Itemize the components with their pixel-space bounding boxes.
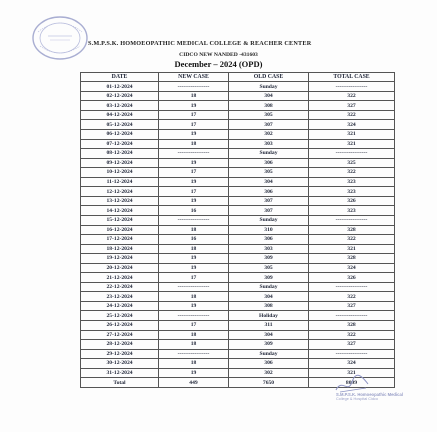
- cell-new-case: 17: [159, 168, 229, 178]
- cell-old-case: 309: [229, 254, 309, 264]
- cell-old-case: 306: [229, 359, 309, 369]
- cell-old-case: 305: [229, 110, 309, 120]
- stamp-line-2: College & Hospital Cidco: [336, 397, 378, 401]
- table-row: [81, 215, 395, 225]
- table-row: [81, 101, 395, 111]
- cell-date: 14-12-2024: [81, 206, 159, 216]
- cell-total-case: 324: [309, 359, 395, 369]
- total-total-case: 8099: [309, 378, 395, 388]
- cell-date: 25-12-2024: [81, 311, 159, 321]
- cell-date: 09-12-2024: [81, 158, 159, 168]
- cell-old-case: 306: [229, 235, 309, 245]
- table-row: [81, 110, 395, 120]
- cell-date: 22-12-2024: [81, 282, 159, 292]
- cell-new-case: -----------------: [159, 349, 229, 359]
- column-header-new-case: NEW CASE: [159, 73, 229, 82]
- cell-new-case: -----------------: [159, 149, 229, 159]
- cell-total-case: 328: [309, 225, 395, 235]
- cell-new-case: 19: [159, 130, 229, 140]
- cell-new-case: 19: [159, 368, 229, 378]
- cell-date: 21-12-2024: [81, 273, 159, 283]
- table-row: [81, 320, 395, 330]
- stamp-line-1: S.M.P.S.K. Homoeopathic Medical: [336, 392, 403, 397]
- cell-total-case: 322: [309, 91, 395, 101]
- cell-old-case: 311: [229, 320, 309, 330]
- cell-new-case: 17: [159, 273, 229, 283]
- cell-date: 17-12-2024: [81, 235, 159, 245]
- cell-new-case: -----------------: [159, 215, 229, 225]
- cell-date: 05-12-2024: [81, 120, 159, 130]
- cell-total-case: 323: [309, 206, 395, 216]
- institution-name: S.M.P.S.K. HOMOEOPATHIC MEDICAL COLLEGE & REACHER CENTER: [88, 40, 312, 47]
- cell-new-case: 17: [159, 320, 229, 330]
- table-row: [81, 139, 395, 149]
- cell-date: 16-12-2024: [81, 225, 159, 235]
- cell-total-case: 324: [309, 263, 395, 273]
- cell-date: 27-12-2024: [81, 330, 159, 340]
- total-new-case: 449: [159, 378, 229, 388]
- cell-date: 13-12-2024: [81, 196, 159, 206]
- cell-date: 23-12-2024: [81, 292, 159, 302]
- cell-new-case: 18: [159, 139, 229, 149]
- cell-old-case: Holiday: [229, 311, 309, 321]
- cell-total-case: 321: [309, 368, 395, 378]
- cell-old-case: 309: [229, 340, 309, 350]
- table-row: [81, 263, 395, 273]
- cell-new-case: 16: [159, 235, 229, 245]
- cell-new-case: 19: [159, 158, 229, 168]
- cell-old-case: 310: [229, 225, 309, 235]
- table-row: [81, 149, 395, 159]
- table-row: [81, 282, 395, 292]
- cell-date: 01-12-2024: [81, 82, 159, 92]
- principal-stamp: [336, 392, 406, 412]
- column-header-old-case: OLD CASE: [229, 73, 309, 82]
- cell-total-case: 323: [309, 187, 395, 197]
- cell-total-case: -----------------: [309, 82, 395, 92]
- cell-total-case: 321: [309, 139, 395, 149]
- cell-total-case: 322: [309, 330, 395, 340]
- cell-total-case: -----------------: [309, 311, 395, 321]
- cell-total-case: 324: [309, 120, 395, 130]
- column-header-date: DATE: [81, 73, 159, 82]
- cell-date: 29-12-2024: [81, 349, 159, 359]
- cell-total-case: 328: [309, 320, 395, 330]
- cell-old-case: 307: [229, 196, 309, 206]
- column-header-total-case: TOTAL CASE: [309, 73, 395, 82]
- cell-old-case: 303: [229, 139, 309, 149]
- total-old-case: 7650: [229, 378, 309, 388]
- cell-total-case: 322: [309, 235, 395, 245]
- cell-old-case: 307: [229, 206, 309, 216]
- cell-old-case: 307: [229, 120, 309, 130]
- cell-date: 03-12-2024: [81, 101, 159, 111]
- table-row: [81, 196, 395, 206]
- cell-total-case: -----------------: [309, 282, 395, 292]
- opd-register-table: [80, 72, 395, 388]
- cell-old-case: Sunday: [229, 82, 309, 92]
- report-title: December – 2024 (OPD): [174, 59, 263, 69]
- cell-total-case: 326: [309, 196, 395, 206]
- cell-old-case: 304: [229, 292, 309, 302]
- table-row: [81, 120, 395, 130]
- cell-new-case: -----------------: [159, 311, 229, 321]
- table-row: [81, 330, 395, 340]
- cell-old-case: 304: [229, 91, 309, 101]
- table-row: [81, 359, 395, 369]
- cell-new-case: -----------------: [159, 82, 229, 92]
- cell-total-case: 326: [309, 273, 395, 283]
- cell-old-case: 305: [229, 263, 309, 273]
- table-row: [81, 158, 395, 168]
- cell-old-case: 306: [229, 187, 309, 197]
- cell-total-case: -----------------: [309, 215, 395, 225]
- cell-date: 26-12-2024: [81, 320, 159, 330]
- cell-date: 07-12-2024: [81, 139, 159, 149]
- table-row: [81, 206, 395, 216]
- table-row: [81, 177, 395, 187]
- cell-new-case: 19: [159, 254, 229, 264]
- cell-date: 20-12-2024: [81, 263, 159, 273]
- cell-date: 06-12-2024: [81, 130, 159, 140]
- table-row: [81, 292, 395, 302]
- cell-date: 04-12-2024: [81, 110, 159, 120]
- cell-date: 18-12-2024: [81, 244, 159, 254]
- cell-new-case: 17: [159, 120, 229, 130]
- table-row: [81, 244, 395, 254]
- cell-date: 08-12-2024: [81, 149, 159, 159]
- cell-old-case: 309: [229, 273, 309, 283]
- cell-new-case: 17: [159, 110, 229, 120]
- table-row: [81, 254, 395, 264]
- cell-total-case: 327: [309, 101, 395, 111]
- table-row: [81, 340, 395, 350]
- cell-new-case: 19: [159, 101, 229, 111]
- cell-old-case: 308: [229, 301, 309, 311]
- table-row: [81, 187, 395, 197]
- cell-new-case: 19: [159, 263, 229, 273]
- cell-date: 19-12-2024: [81, 254, 159, 264]
- cell-old-case: 305: [229, 168, 309, 178]
- cell-total-case: 322: [309, 168, 395, 178]
- cell-date: 10-12-2024: [81, 168, 159, 178]
- cell-old-case: Sunday: [229, 349, 309, 359]
- total-label: Total: [81, 378, 159, 388]
- cell-new-case: 18: [159, 292, 229, 302]
- cell-old-case: Sunday: [229, 149, 309, 159]
- cell-old-case: 303: [229, 244, 309, 254]
- cell-old-case: 304: [229, 330, 309, 340]
- cell-new-case: 18: [159, 330, 229, 340]
- cell-old-case: 304: [229, 177, 309, 187]
- table-body: [81, 82, 395, 378]
- table-header-row: [81, 73, 395, 82]
- table-row: [81, 82, 395, 92]
- institution-address: CIDCO NEW NANDED -431603: [179, 52, 258, 58]
- cell-total-case: 327: [309, 301, 395, 311]
- cell-total-case: 321: [309, 130, 395, 140]
- cell-date: 28-12-2024: [81, 340, 159, 350]
- cell-new-case: 17: [159, 187, 229, 197]
- cell-new-case: 18: [159, 91, 229, 101]
- cell-total-case: 323: [309, 177, 395, 187]
- cell-total-case: 325: [309, 158, 395, 168]
- cell-date: 02-12-2024: [81, 91, 159, 101]
- cell-new-case: 16: [159, 206, 229, 216]
- cell-date: 30-12-2024: [81, 359, 159, 369]
- cell-new-case: 18: [159, 359, 229, 369]
- cell-old-case: Sunday: [229, 282, 309, 292]
- cell-new-case: 18: [159, 340, 229, 350]
- cell-date: 12-12-2024: [81, 187, 159, 197]
- cell-date: 15-12-2024: [81, 215, 159, 225]
- table-row: [81, 91, 395, 101]
- table-row: [81, 130, 395, 140]
- cell-date: 31-12-2024: [81, 368, 159, 378]
- cell-new-case: 19: [159, 177, 229, 187]
- cell-date: 24-12-2024: [81, 301, 159, 311]
- table-row: [81, 168, 395, 178]
- cell-old-case: 302: [229, 130, 309, 140]
- table-row: [81, 235, 395, 245]
- cell-old-case: Sunday: [229, 215, 309, 225]
- cell-new-case: 19: [159, 196, 229, 206]
- cell-total-case: 321: [309, 244, 395, 254]
- cell-total-case: 322: [309, 292, 395, 302]
- cell-new-case: 19: [159, 301, 229, 311]
- cell-total-case: 322: [309, 110, 395, 120]
- cell-total-case: -----------------: [309, 349, 395, 359]
- cell-new-case: -----------------: [159, 282, 229, 292]
- table-row: [81, 273, 395, 283]
- cell-date: 11-12-2024: [81, 177, 159, 187]
- table-row: [81, 311, 395, 321]
- cell-total-case: 328: [309, 254, 395, 264]
- table-row: [81, 349, 395, 359]
- table-row: [81, 225, 395, 235]
- cell-total-case: 327: [309, 340, 395, 350]
- cell-new-case: 18: [159, 225, 229, 235]
- cell-old-case: 308: [229, 101, 309, 111]
- table-row: [81, 301, 395, 311]
- cell-old-case: 302: [229, 368, 309, 378]
- cell-new-case: 18: [159, 244, 229, 254]
- cell-old-case: 306: [229, 158, 309, 168]
- cell-total-case: -----------------: [309, 149, 395, 159]
